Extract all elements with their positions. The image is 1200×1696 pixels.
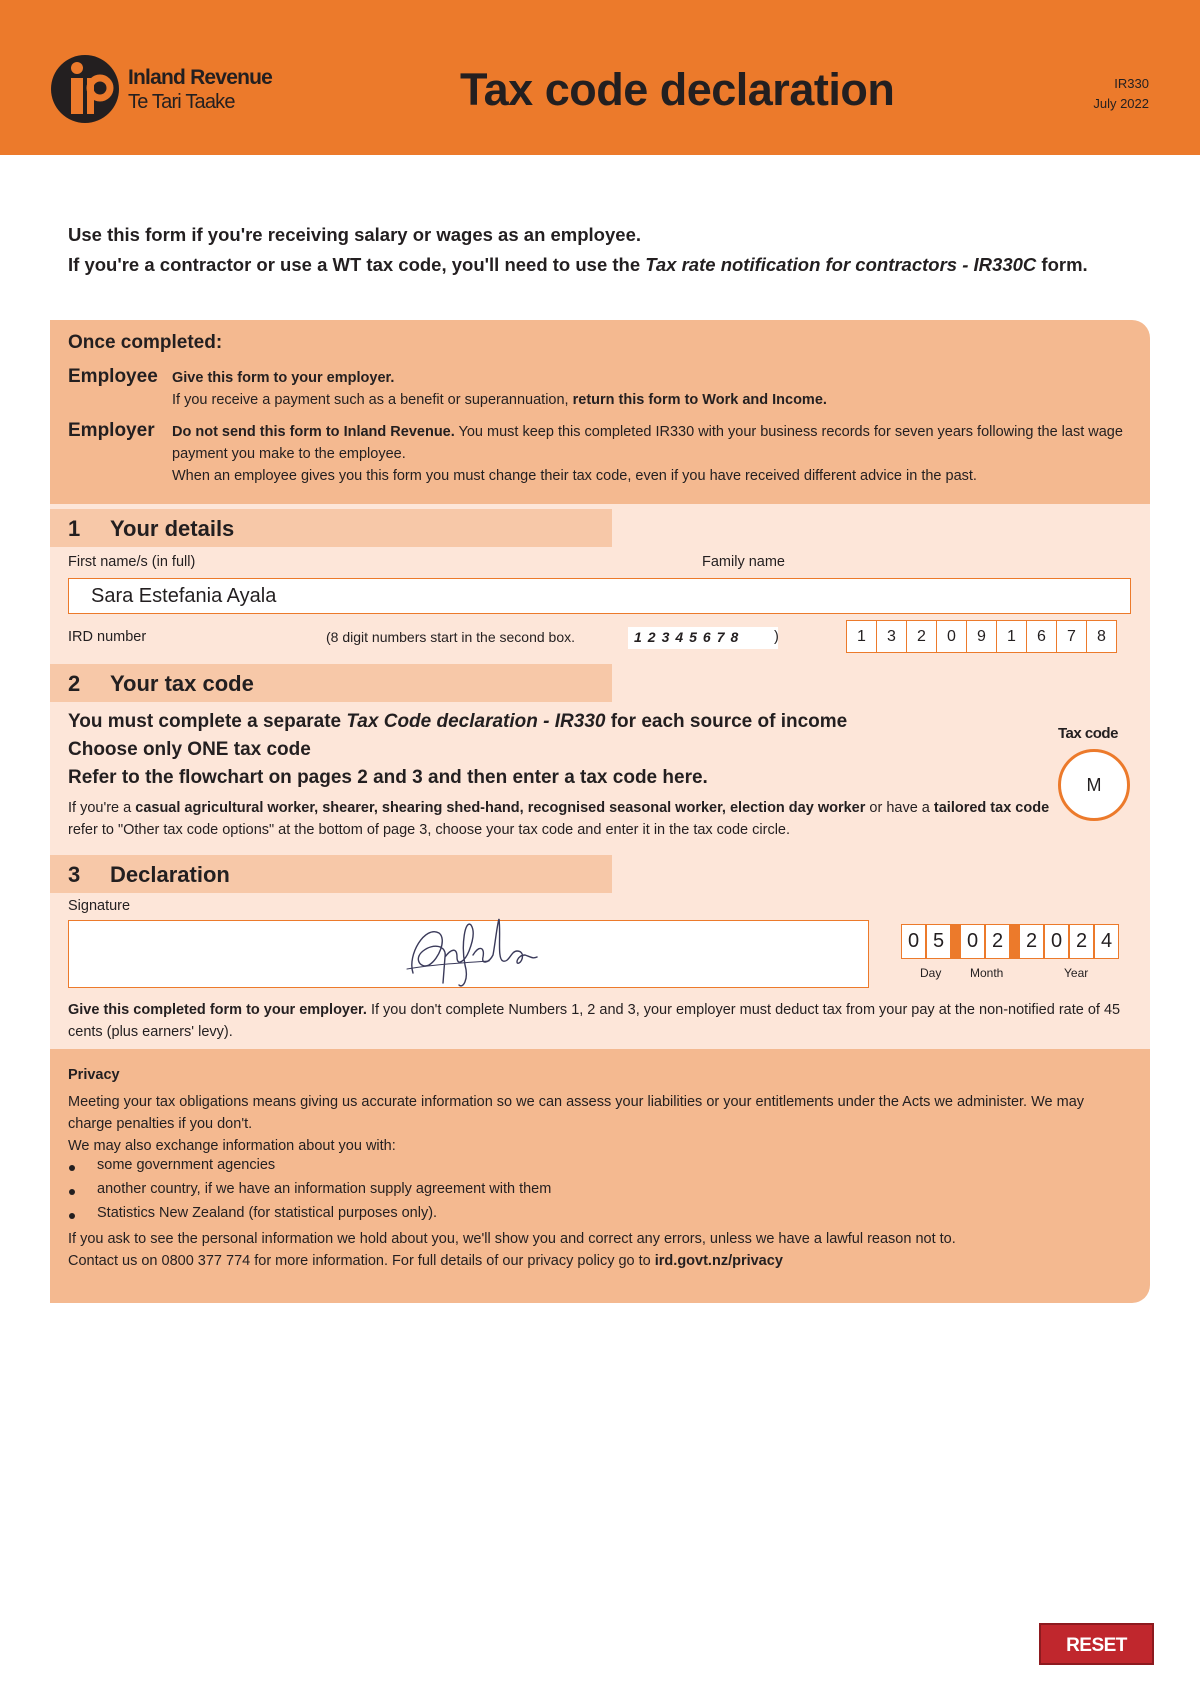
first-name-label: First name/s (in full) (68, 554, 196, 570)
section-1-title: Your details (110, 516, 235, 541)
ird-digit-box[interactable]: 0 (936, 620, 967, 653)
page-title: Tax code declaration (460, 64, 895, 115)
ird-hint: (8 digit numbers start in the second box. (326, 629, 576, 645)
privacy-title: Privacy (68, 1067, 120, 1083)
inland-revenue-logo (50, 54, 120, 124)
tax-code-instruction-3: Refer to the flowchart on pages 2 and 3 and then enter a tax code here. (68, 767, 708, 788)
section-1-heading (50, 509, 612, 547)
intro-line-1: Use this form if you're receiving salary or wages as an employee. (68, 224, 641, 245)
date-digit-box[interactable]: 4 (1094, 924, 1119, 959)
employer-label: Employer (68, 420, 155, 441)
bullet-icon (69, 1189, 75, 1195)
form-date: July 2022 (1093, 96, 1149, 111)
ird-digit-box[interactable]: 9 (966, 620, 997, 653)
bullet-icon (69, 1165, 75, 1171)
declaration-note: Give this completed form to your employer. If you don't complete Numbers 1, 2 and 3, your employer must deduct tax from your pay at the non-notified rate of 45 cents (plus earners' levy). (68, 1002, 1121, 1040)
section-3-number: 3 (68, 862, 81, 887)
ird-digit-box[interactable]: 1 (846, 620, 877, 653)
date-digit-box[interactable]: 2 (985, 924, 1010, 959)
signature-image (399, 895, 539, 991)
ird-digit-box[interactable]: 6 (1026, 620, 1057, 653)
tax-code-note: If you're a casual agricultural worker, shearer, shearing shed-hand, recognised seasonal worker, election day worker or have a tailored tax code refer to "Other tax code options" at the bottom of page 3, choose your tax code and enter it in the tax code circle. (68, 800, 1050, 838)
date-digit-box[interactable]: 2 (1019, 924, 1044, 959)
ird-digit-box[interactable]: 7 (1056, 620, 1087, 653)
date-digit-box[interactable]: 0 (1044, 924, 1069, 959)
privacy-bullet: Statistics New Zealand (for statistical purposes only). (97, 1205, 438, 1221)
section-2-title: Your tax code (110, 671, 254, 696)
reset-form-button[interactable]: RESET FORM (1039, 1623, 1154, 1665)
bullet-icon (69, 1213, 75, 1219)
form-code: IR330 (1114, 76, 1149, 91)
privacy-paragraph-2: We may also exchange information about you with: (68, 1138, 396, 1154)
ird-number-field[interactable] (846, 620, 1116, 653)
privacy-bullet: another country, if we have an information supply agreement with them (97, 1181, 552, 1197)
tax-code-instruction-2: Choose only ONE tax code (68, 739, 311, 760)
tax-code-label: Tax code (1058, 725, 1118, 742)
section-2-number: 2 (68, 671, 81, 696)
org-name: Inland Revenue (128, 66, 273, 89)
date-digit-box[interactable]: 5 (926, 924, 951, 959)
privacy-paragraph-4: Contact us on 0800 377 774 for more information. For full details of our privacy policy go to ird.govt.nz/privacy (68, 1253, 783, 1269)
ird-sample-digits: 12345678 (628, 627, 778, 649)
ird-digit-box[interactable]: 8 (1086, 620, 1117, 653)
year-label: Year (1064, 966, 1089, 980)
employee-instructions: Give this form to your employer. If you receive a payment such as a benefit or superannuation, return this form to Work and Income. (172, 370, 827, 408)
ird-digit-box[interactable]: 2 (906, 620, 937, 653)
once-completed-title: Once completed: (68, 332, 223, 353)
signature-label: Signature (68, 898, 131, 914)
date-field[interactable] (901, 924, 1119, 959)
employer-instructions: Do not send this form to Inland Revenue. You must keep this completed IR330 with your business records for seven years following the last wage payment you make to the employee. When an employee gives you this form you must change their tax code, even if you have received different advice in the past. (172, 424, 1123, 484)
date-separator (1010, 924, 1019, 959)
header-bar (0, 0, 1200, 155)
name-value: Sara Estefania Ayala (91, 585, 277, 607)
date-digit-box[interactable]: 0 (901, 924, 926, 959)
day-label: Day (920, 966, 942, 980)
date-separator (951, 924, 960, 959)
section-1-number: 1 (68, 516, 81, 541)
privacy-paragraph-1: Meeting your tax obligations means giving us accurate information so we can assess your liabilities or your entitlements under the Acts we administer. We may charge penalties if you don't. (68, 1094, 1085, 1132)
privacy-paragraph-3: If you ask to see the personal information we hold about you, we'll show you and correct any errors, unless we have a lawful reason not to. (68, 1231, 956, 1247)
name-field[interactable] (68, 578, 1131, 614)
section-2-heading (50, 664, 612, 702)
date-digit-box[interactable]: 2 (1069, 924, 1094, 959)
date-digit-box[interactable]: 0 (960, 924, 985, 959)
tax-code-instruction-1: You must complete a separate Tax Code declaration - IR330 for each source of income (68, 711, 848, 732)
ird-number-label: IRD number (68, 629, 147, 645)
section-3-title: Declaration (110, 862, 230, 887)
ird-digit-box[interactable]: 1 (996, 620, 1027, 653)
signature-field[interactable] (68, 920, 869, 988)
section-3-heading (50, 855, 612, 893)
org-name-maori: Te Tari Taake (128, 91, 235, 113)
intro-line-2: If you're a contractor or use a WT tax code, you'll need to use the Tax rate notification for contractors - IR330C form. (68, 254, 1088, 275)
ird-hint-close: ) (774, 629, 779, 645)
privacy-bullet: some government agencies (97, 1157, 276, 1173)
once-completed-panel (50, 320, 1150, 504)
month-label: Month (970, 966, 1004, 980)
ird-digit-box[interactable]: 3 (876, 620, 907, 653)
employee-label: Employee (68, 366, 158, 387)
privacy-panel (50, 1049, 1150, 1303)
privacy-link[interactable]: ird.govt.nz/privacy (654, 1253, 783, 1269)
family-name-label: Family name (702, 554, 785, 570)
tax-code-circle[interactable]: M (1058, 749, 1130, 821)
